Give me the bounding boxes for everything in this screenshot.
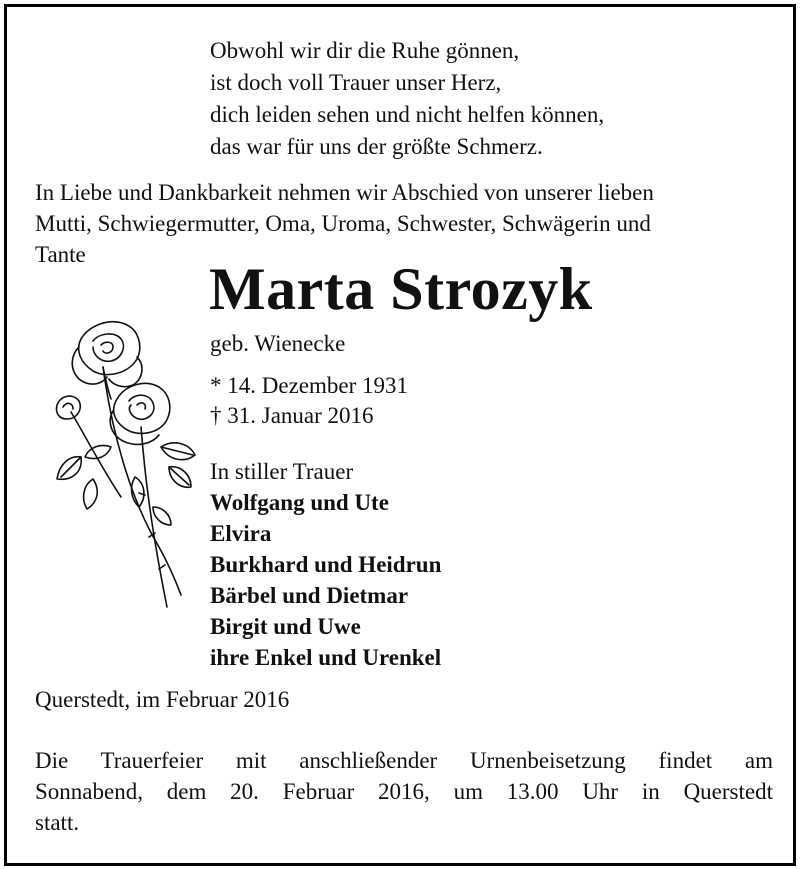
intro-line: Mutti, Schwiegermutter, Oma, Uroma, Schwester, Schwägerin und bbox=[35, 211, 651, 236]
mourner-name: ihre Enkel und Urenkel bbox=[210, 645, 442, 670]
intro-line: In Liebe und Dankbarkeit nehmen wir Abschied von unserer lieben bbox=[35, 180, 654, 205]
obituary-notice bbox=[4, 4, 796, 866]
mourner-name: Elvira bbox=[210, 521, 272, 546]
roses-icon bbox=[41, 307, 201, 612]
maiden-name: geb. Wienecke bbox=[210, 331, 346, 356]
poem-line: Obwohl wir dir die Ruhe gönnen, bbox=[210, 38, 520, 63]
service-line: Die Trauerfeier mit anschließender Urnenbeisetzung findet am bbox=[35, 748, 773, 773]
mourner-name: Wolfgang und Ute bbox=[210, 490, 389, 515]
deceased-name: Marta Strozyk bbox=[209, 256, 593, 322]
life-dates bbox=[210, 371, 408, 431]
funeral-service-info bbox=[35, 745, 773, 838]
service-line: Sonnabend, dem 20. Februar 2016, um 13.00 Uhr in Querstedt bbox=[35, 779, 773, 804]
death-date: † 31. Januar 2016 bbox=[210, 403, 374, 428]
poem bbox=[210, 35, 604, 163]
poem-line: dich leiden sehen und nicht helfen können, bbox=[210, 102, 605, 127]
birth-date: * 14. Dezember 1931 bbox=[210, 373, 408, 398]
mourner-names bbox=[210, 487, 441, 673]
mourner-name: Burkhard und Heidrun bbox=[210, 552, 442, 577]
mourner-name: Birgit und Uwe bbox=[210, 614, 361, 639]
mourners-heading: In stiller Trauer bbox=[210, 459, 354, 484]
mourners bbox=[210, 456, 441, 673]
place-date: Querstedt, im Februar 2016 bbox=[35, 687, 290, 712]
mourner-name: Bärbel und Dietmar bbox=[210, 583, 409, 608]
intro-line: Tante bbox=[35, 242, 86, 267]
poem-line: das war für uns der größte Schmerz. bbox=[210, 134, 543, 159]
poem-line: ist doch voll Trauer unser Herz, bbox=[210, 70, 502, 95]
service-line: statt. bbox=[35, 810, 80, 835]
